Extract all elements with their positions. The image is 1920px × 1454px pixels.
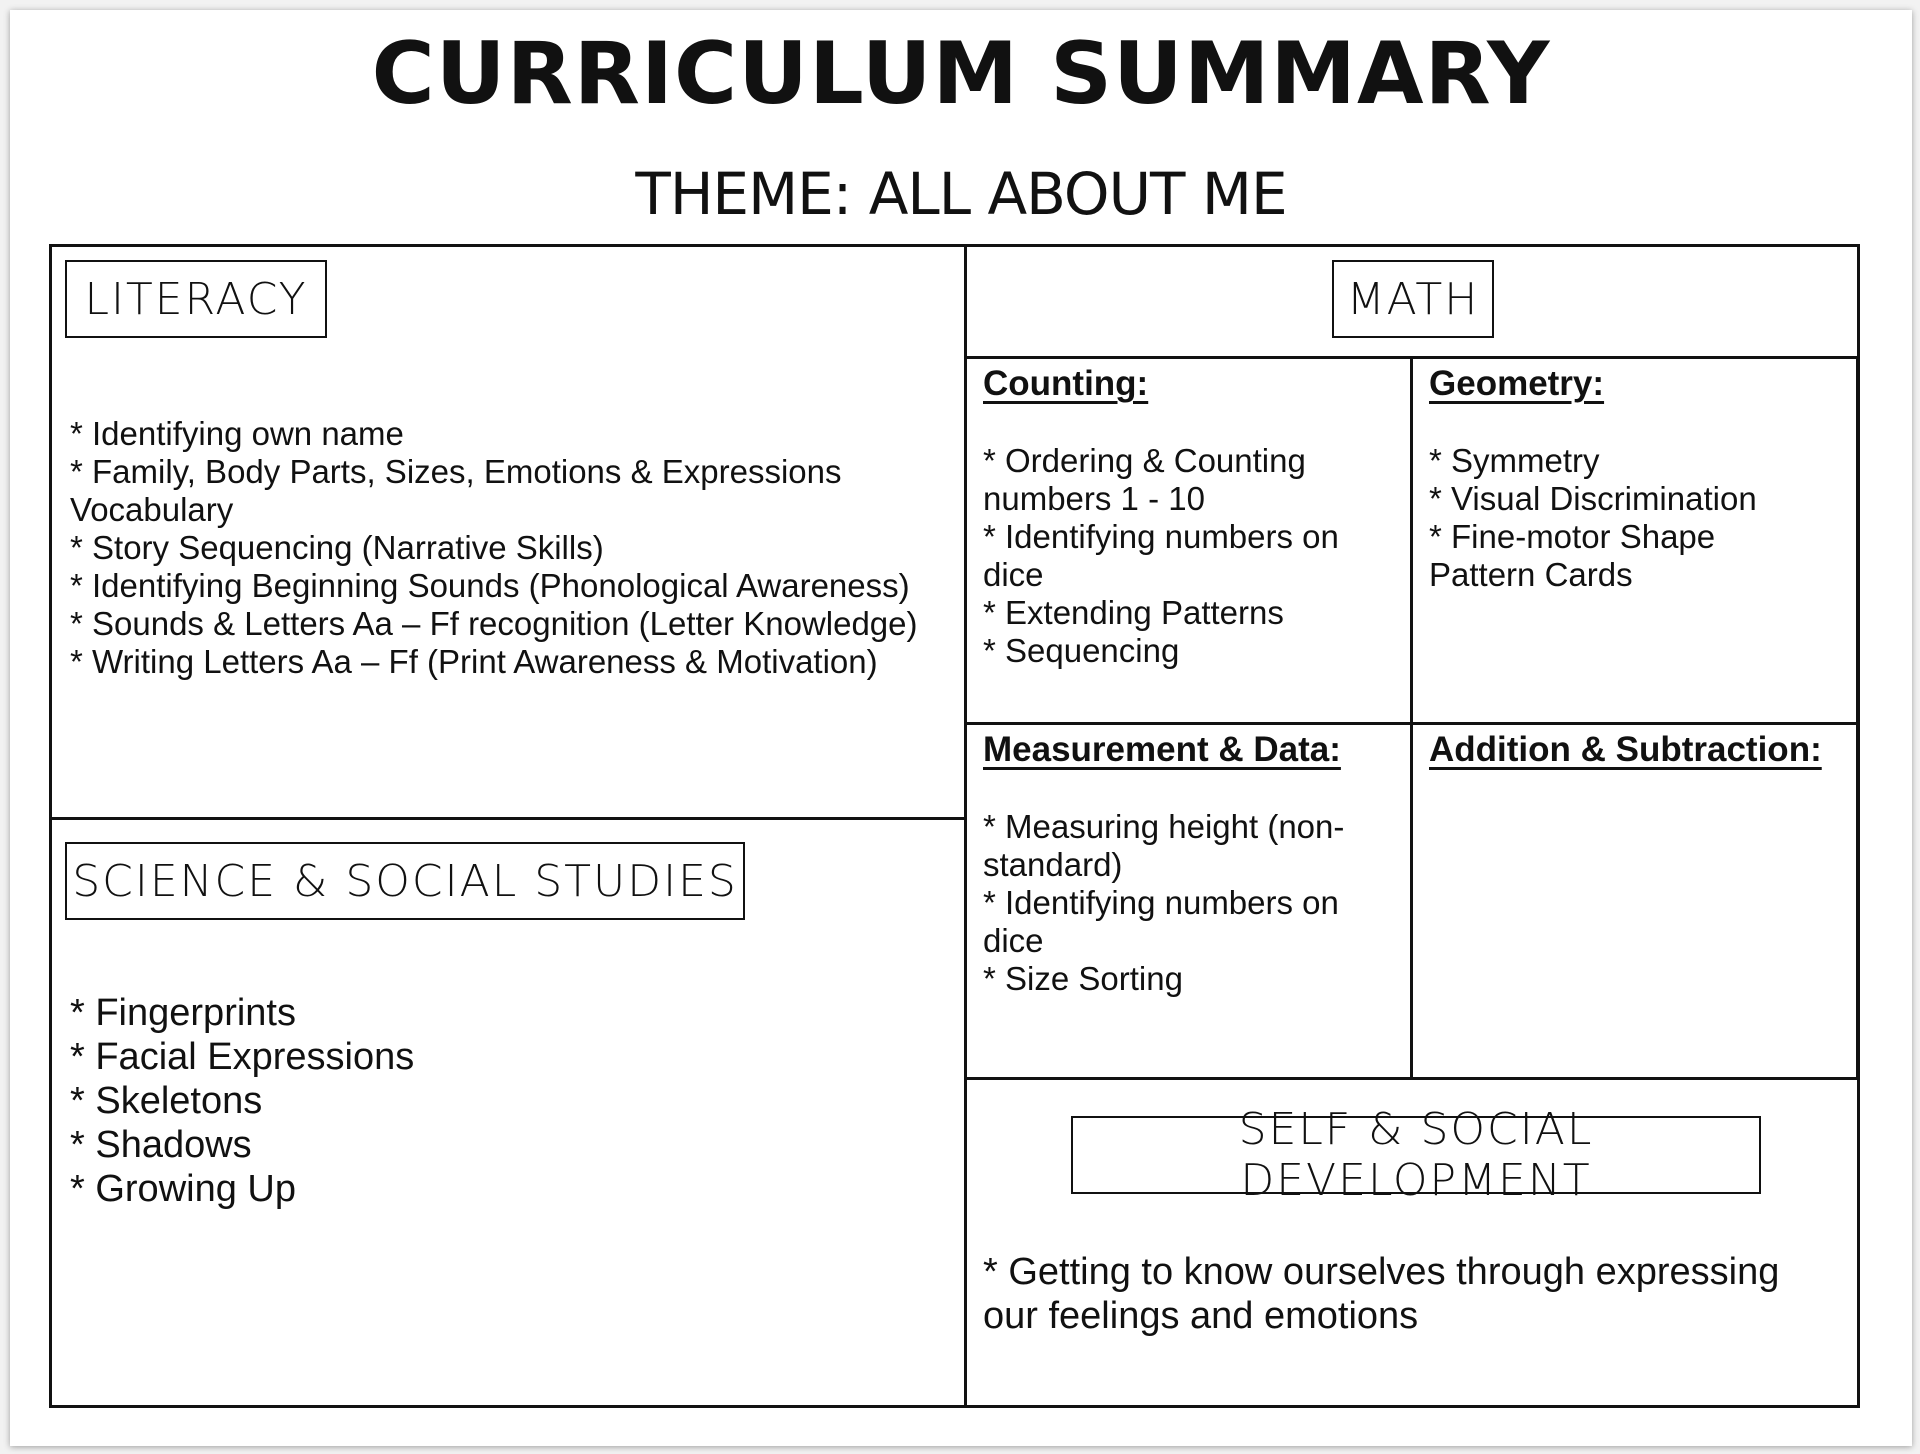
measurement-heading: Measurement & Data: [983, 730, 1341, 769]
measurement-list [983, 808, 1383, 998]
list-item: * Getting to know ourselves through expressing our feelings and emotions [983, 1251, 1780, 1337]
list-item: * Identifying Beginning Sounds (Phonological Awareness) [70, 567, 910, 604]
list-item: * Story Sequencing (Narrative Skills) [70, 529, 604, 566]
list-item: * Identifying own name [70, 415, 404, 452]
theme-subtitle: THEME: ALL ABOUT ME [635, 160, 1287, 228]
addition-section [1413, 725, 1856, 1077]
literacy-section [52, 247, 964, 817]
list-item: * Growing Up [70, 1168, 296, 1210]
math-right-edge [1856, 356, 1859, 1080]
literacy-label: LITERACY [65, 260, 327, 338]
list-item: * Extending Patterns [983, 594, 1284, 631]
addition-heading: Addition & Subtraction: [1429, 730, 1822, 769]
list-item: * Identifying numbers on dice [983, 518, 1339, 593]
math-label: MATH [1332, 260, 1494, 338]
self-social-section [967, 1080, 1857, 1405]
science-label: SCIENCE & SOCIAL STUDIES [65, 842, 745, 920]
list-item: * Identifying numbers on dice [983, 884, 1339, 959]
geometry-heading: Geometry: [1429, 364, 1605, 403]
list-item: * Writing Letters Aa – Ff (Print Awareness & Motivation) [70, 643, 878, 680]
list-item: * Symmetry [1429, 442, 1600, 479]
geometry-section [1413, 359, 1856, 722]
counting-list [983, 442, 1398, 670]
counting-heading: Counting: [983, 364, 1149, 403]
list-item: * Visual Discrimination [1429, 480, 1757, 517]
measurement-section [967, 725, 1410, 1077]
list-item: * Measuring height (non-standard) [983, 808, 1345, 883]
list-item: * Skeletons [70, 1080, 263, 1122]
science-list [70, 991, 930, 1211]
geometry-list [1429, 442, 1829, 594]
list-item: * Sequencing [983, 632, 1180, 669]
page-title: CURRICULUM SUMMARY [371, 24, 1551, 124]
list-item: * Ordering & Counting numbers 1 - 10 [983, 442, 1306, 517]
list-item: * Family, Body Parts, Sizes, Emotions & Expressions Vocabulary [70, 453, 842, 528]
curriculum-grid [49, 244, 1860, 1408]
science-section [52, 820, 964, 1405]
list-item: * Facial Expressions [70, 1036, 415, 1078]
list-item: * Shadows [70, 1124, 252, 1166]
counting-section [967, 359, 1410, 722]
curriculum-page [10, 10, 1912, 1446]
list-item: * Fine-motor Shape Pattern Cards [1429, 518, 1716, 593]
list-item: * Sounds & Letters Aa – Ff recognition (Letter Knowledge) [70, 605, 918, 642]
self-social-label: SELF & SOCIAL DEVELOPMENT [1071, 1116, 1761, 1194]
self-social-list [983, 1250, 1833, 1338]
literacy-list [70, 415, 960, 681]
math-section [967, 247, 1857, 356]
list-item: * Fingerprints [70, 992, 296, 1034]
list-item: * Size Sorting [983, 960, 1183, 997]
